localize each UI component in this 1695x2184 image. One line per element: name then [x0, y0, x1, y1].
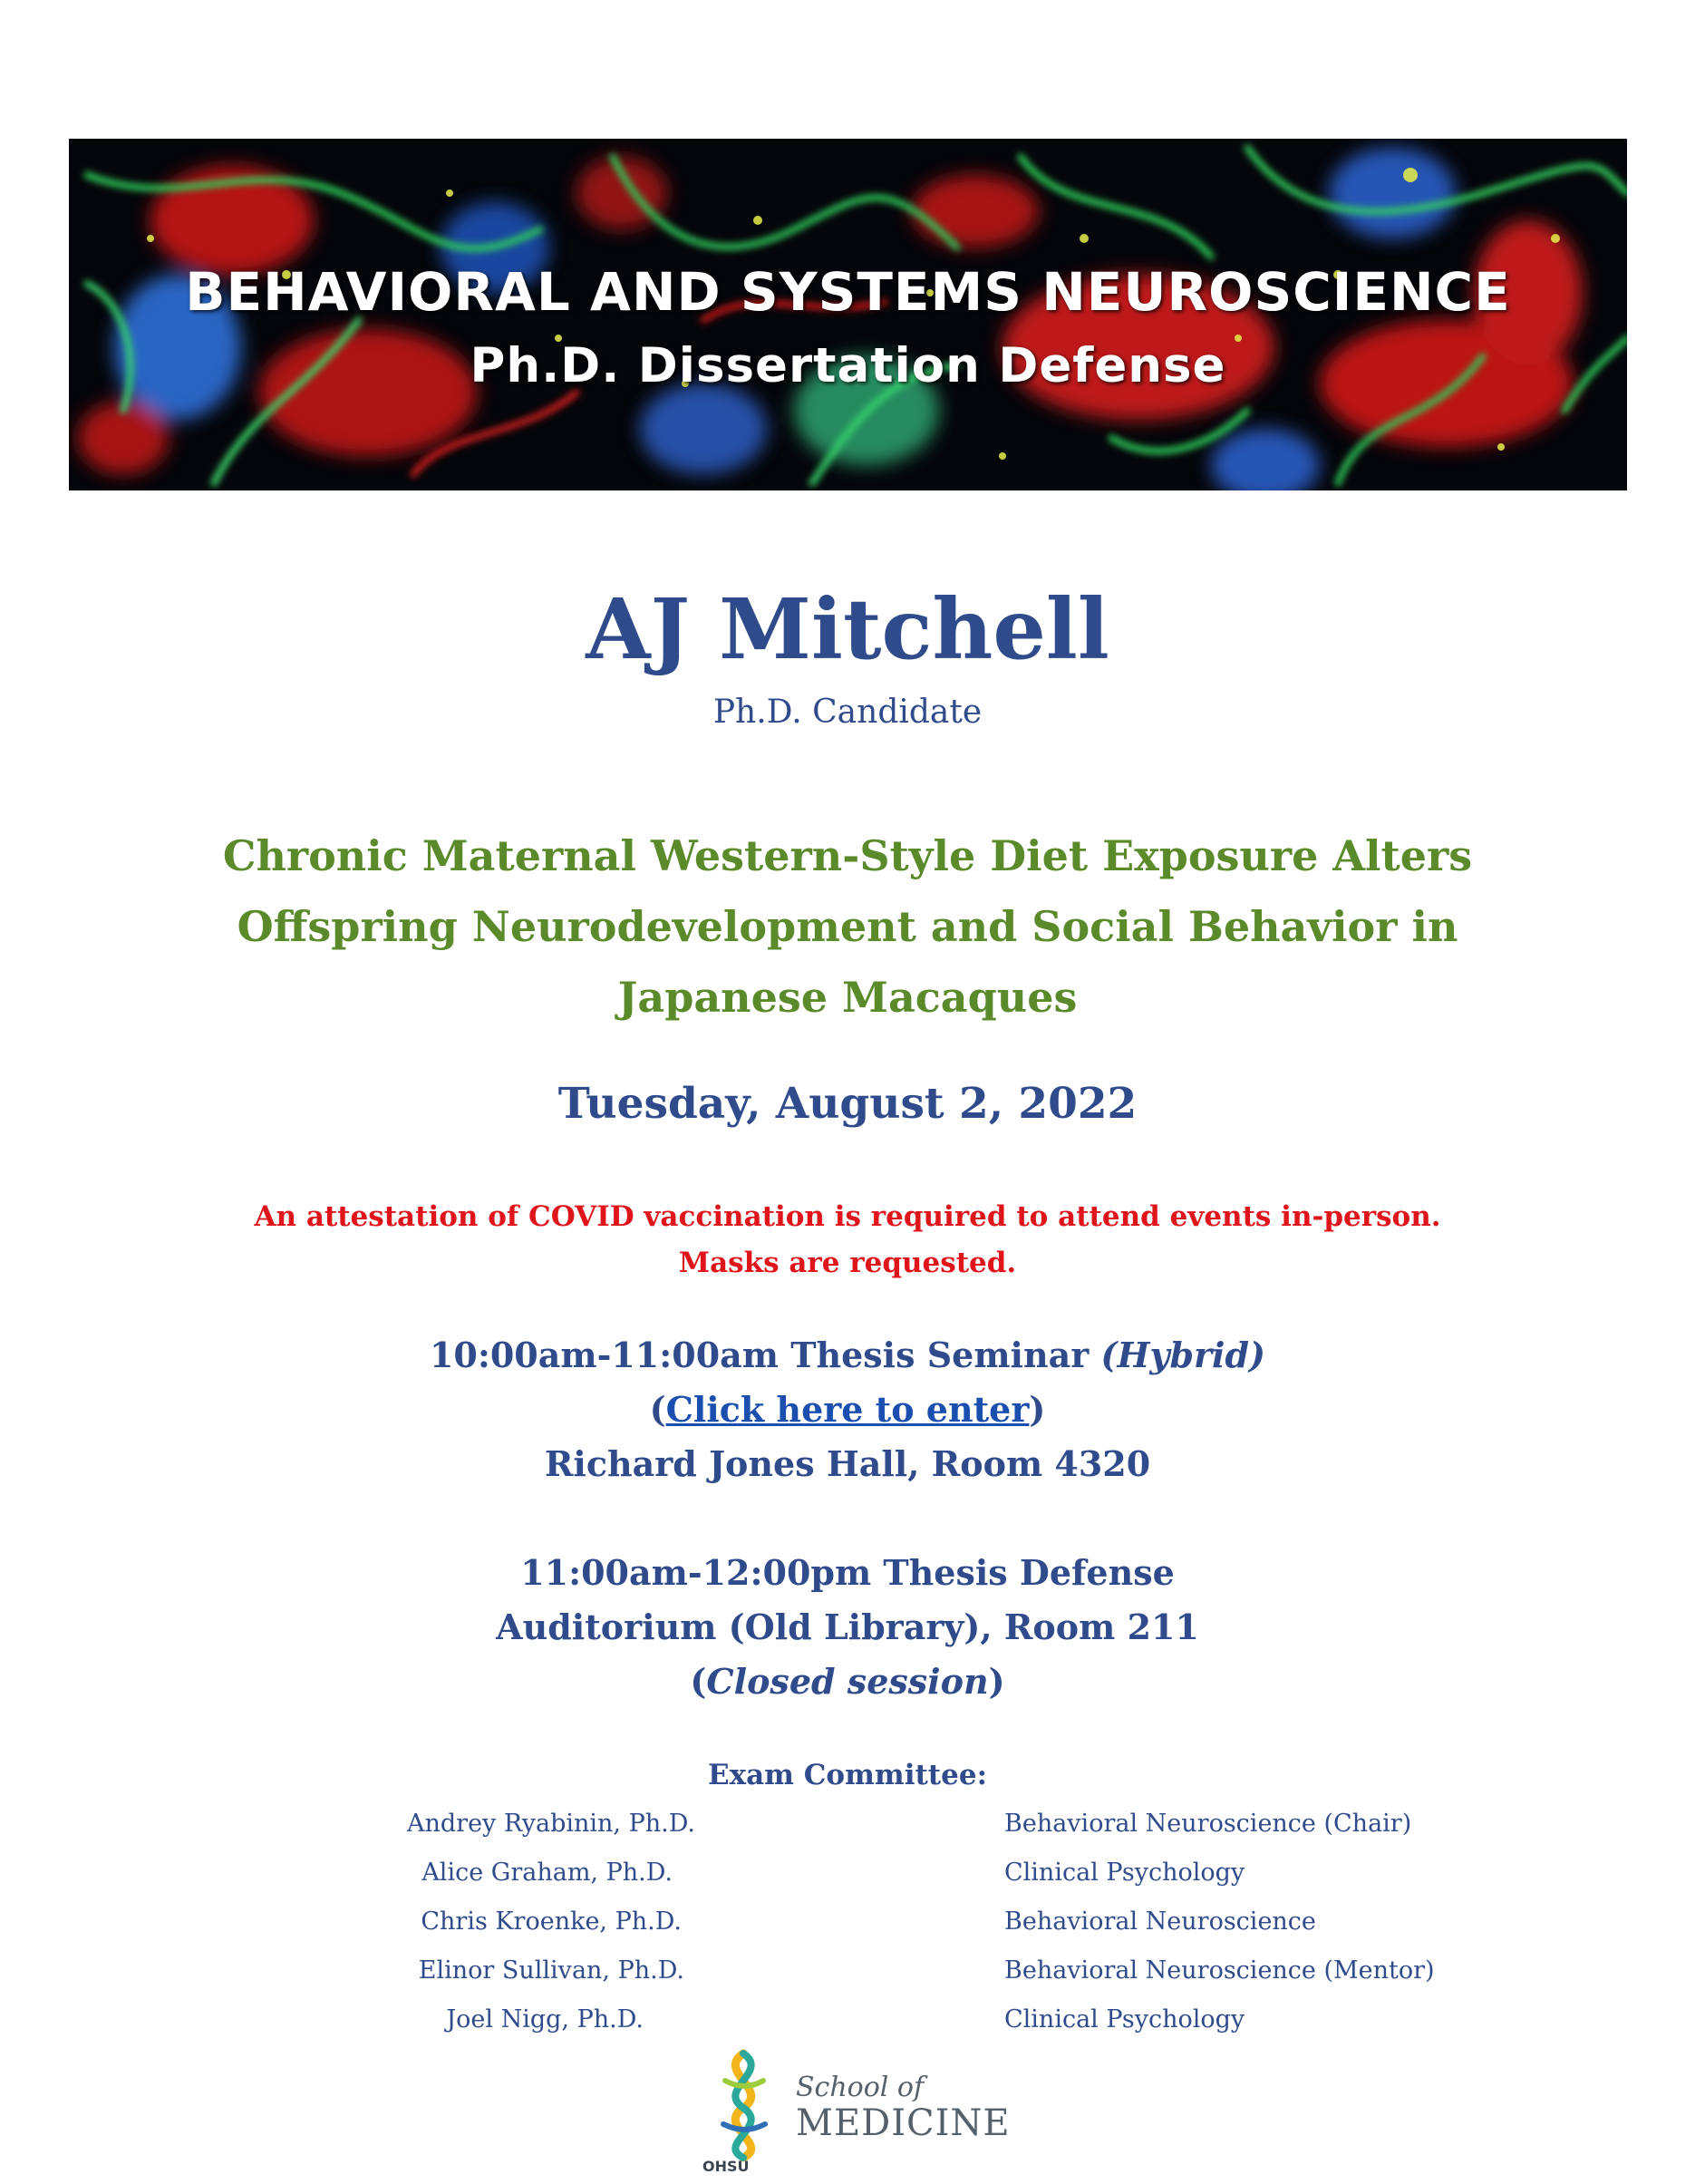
member-department: Clinical Psychology — [1004, 2005, 1245, 2034]
ohsu-school-of-medicine-logo — [698, 2044, 1011, 2180]
thesis-title — [0, 820, 1695, 1033]
thesis-title-line: Offspring Neurodevelopment and Social Behavior in — [237, 902, 1458, 951]
banner-program-title: BEHAVIORAL AND SYSTEMS NEUROSCIENCE — [185, 261, 1511, 323]
committee-heading: Exam Committee: — [707, 1759, 988, 1791]
logo-text-school-of: School of — [796, 2072, 925, 2103]
ohsu-helix-icon — [698, 2044, 789, 2162]
member-name: Andrey Ryabinin, Ph.D. — [406, 1810, 695, 1838]
candidate-name: AJ Mitchell — [586, 580, 1109, 678]
member-name: Elinor Sullivan, Ph.D. — [418, 1956, 684, 1985]
seminar-location: Richard Jones Hall, Room 4320 — [544, 1443, 1151, 1484]
committee-member — [0, 1859, 1695, 1907]
seminar-mode: (Hybrid) — [1100, 1335, 1266, 1375]
member-department: Behavioral Neuroscience (Mentor) — [1004, 1956, 1435, 1985]
committee-member — [0, 1956, 1695, 2005]
member-department: Clinical Psychology — [1004, 1859, 1245, 1887]
committee-member — [0, 1810, 1695, 1859]
member-name: Alice Graham, Ph.D. — [421, 1859, 673, 1887]
seminar-link-line: (Click here to enter) — [649, 1389, 1046, 1430]
defense-session-line: (Closed session) — [690, 1661, 1005, 1702]
defense-location: Auditorium (Old Library), Room 211 — [496, 1606, 1199, 1647]
covid-notice-line: Masks are requested. — [678, 1247, 1017, 1279]
banner-image — [69, 139, 1627, 490]
candidate-role: Ph.D. Candidate — [712, 694, 983, 731]
defense-time-title: 11:00am-12:00pm Thesis Defense — [520, 1552, 1175, 1593]
seminar-time — [0, 1328, 1695, 1383]
logo-text-medicine: MEDICINE — [796, 2102, 1011, 2144]
covid-notice — [0, 1194, 1695, 1286]
member-name: Joel Nigg, Ph.D. — [446, 2005, 644, 2034]
member-name: Chris Kroenke, Ph.D. — [421, 1907, 682, 1936]
thesis-title-line: Chronic Maternal Western-Style Diet Exposure Alters — [222, 831, 1473, 880]
event-date: Tuesday, August 2, 2022 — [557, 1079, 1138, 1129]
seminar-time-title: 10:00am-11:00am Thesis Seminar — [429, 1335, 1090, 1375]
defense-session: Closed session — [706, 1661, 989, 1702]
seminar-join-link[interactable]: Click here to enter — [665, 1389, 1030, 1430]
defense-block — [0, 1546, 1695, 1709]
committee-member — [0, 1907, 1695, 1956]
covid-notice-line: An attestation of COVID vaccination is required to attend events in-person. — [254, 1200, 1441, 1233]
thesis-title-line: Japanese Macaques — [617, 973, 1078, 1022]
member-department: Behavioral Neuroscience (Chair) — [1004, 1810, 1412, 1838]
seminar-block — [0, 1328, 1695, 1491]
logo-abbreviation: OHSU — [702, 2158, 750, 2175]
banner-event-title: Ph.D. Dissertation Defense — [470, 338, 1226, 393]
member-department: Behavioral Neuroscience — [1004, 1907, 1316, 1936]
